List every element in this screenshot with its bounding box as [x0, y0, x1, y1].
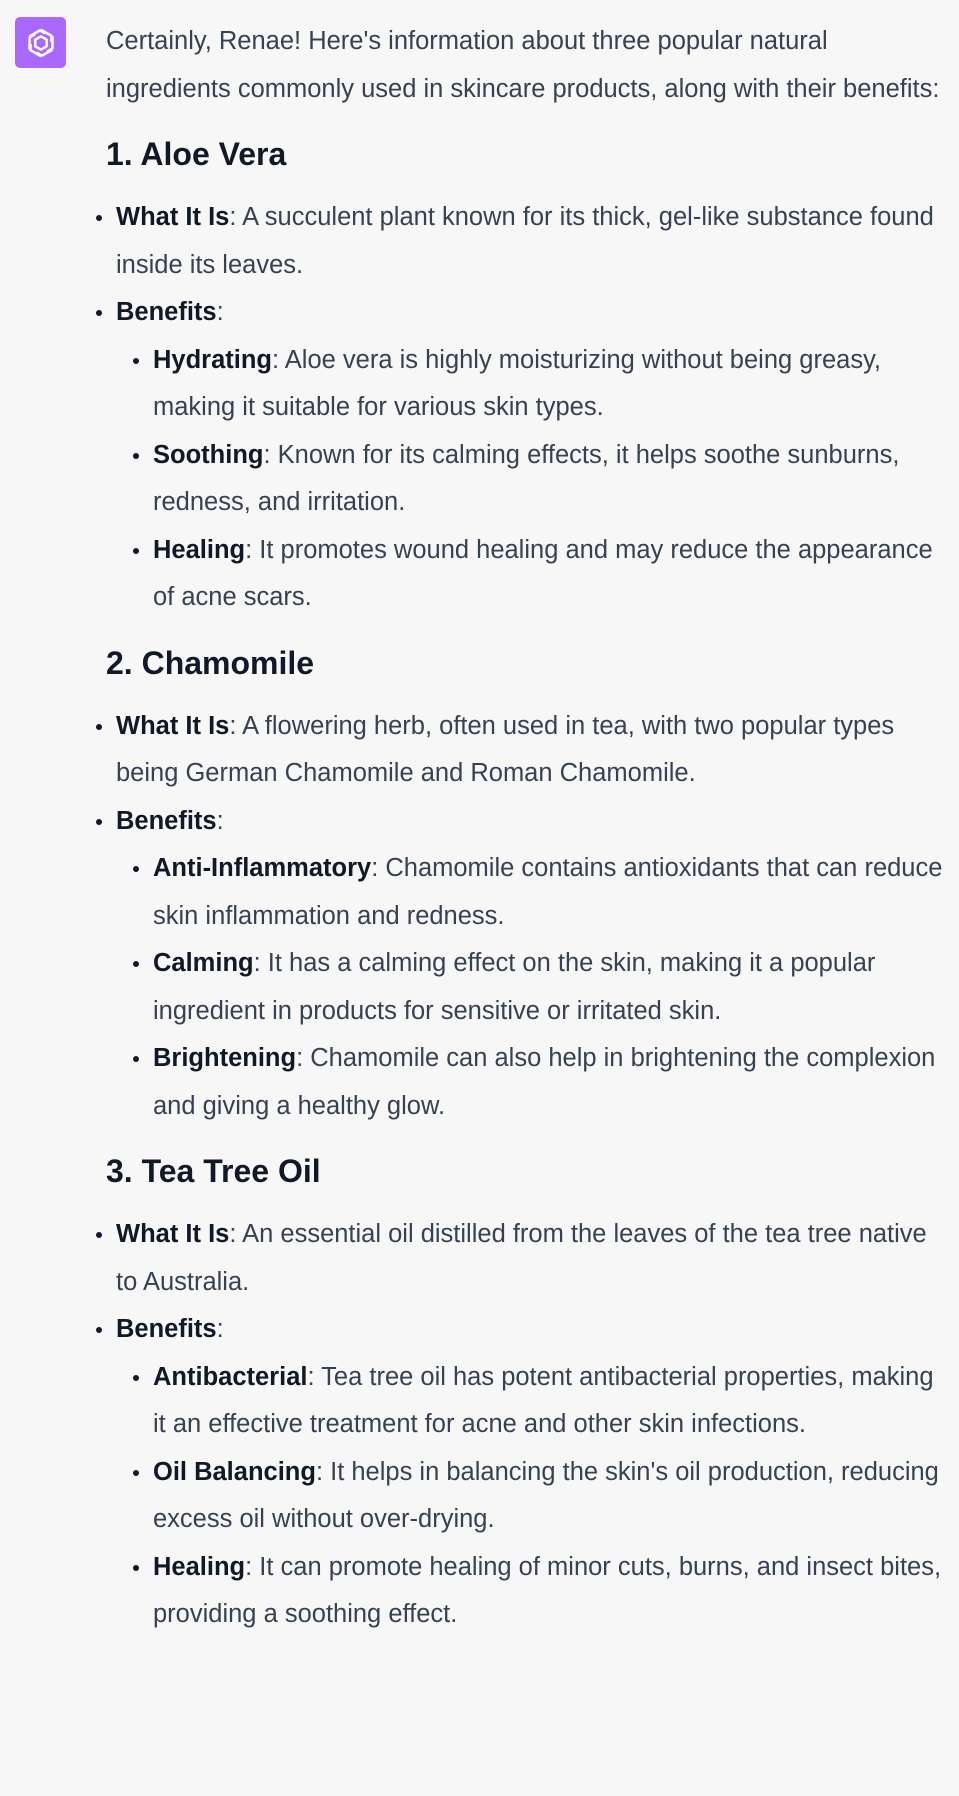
section-list [106, 703, 946, 1131]
benefit-term: Calming [153, 949, 254, 977]
term-text: : A succulent plant known for its thick, gel-like substance found inside its leaves. [116, 203, 934, 279]
list-item-what-it-is [116, 194, 946, 289]
term-label: What It Is [116, 203, 230, 231]
list-item-benefits: Benefits: Antibacterial: Tea tree oil has potent antibacterial properties, making it an effective treatment for acne and other skin infections. Oil Balancing: It helps in balancing the skin's oil production, reducing excess oil without over-drying. Healing: It can promote healing of minor cuts, burns, and insect bites, providing a soothing effect. [116, 1306, 946, 1639]
term-text: : A flowering herb, often used in tea, with two popular types being German Chamomile and Roman Chamomile. [116, 711, 895, 787]
list-item-what-it-is [116, 703, 946, 798]
section-list [106, 194, 946, 622]
benefits-list [153, 845, 946, 1130]
term-label: What It Is [116, 1220, 230, 1248]
benefit-text: : Chamomile can also help in brightening the complexion and giving a healthy glow. [153, 1044, 936, 1120]
benefit-text: : Aloe vera is highly moisturizing without being greasy, making it suitable for various skin types. [153, 345, 882, 421]
benefit-term: Brightening [153, 1044, 297, 1072]
openai-logo-icon [22, 24, 60, 62]
section-tea-tree-oil [106, 1151, 946, 1639]
benefit-item [153, 527, 946, 622]
section-list [106, 1211, 946, 1639]
term-label: What It Is [116, 711, 230, 740]
benefit-text: : Tea tree oil has potent antibacterial properties, making it an effective treatment for acne and other skin infections. [153, 1362, 934, 1438]
section-title: 1. Aloe Vera [106, 136, 287, 172]
section-title: 3. Tea Tree Oil [106, 1153, 321, 1189]
benefit-item [153, 940, 946, 1035]
benefit-term: Anti-Inflammatory [153, 854, 372, 882]
benefit-item [153, 337, 946, 432]
benefit-text: : Chamomile contains antioxidants that can reduce skin inflammation and redness. [153, 854, 943, 930]
benefit-text: : It has a calming effect on the skin, making it a popular ingredient in products for sensitive or irritated skin. [153, 949, 876, 1025]
benefit-item [153, 845, 946, 940]
assistant-avatar [15, 17, 66, 68]
section-chamomile [106, 643, 946, 1131]
term-label: Benefits [116, 806, 217, 835]
benefit-term: Soothing [153, 440, 264, 469]
benefit-term: Oil Balancing [153, 1457, 316, 1486]
benefit-item [153, 1449, 946, 1544]
benefit-term: Hydrating [153, 345, 273, 374]
message-intro: Certainly, Renae! Here's information about three popular natural ingredients commonly used in skincare products, along with their benefits: [106, 27, 940, 103]
term-text: : An essential oil distilled from the leaves of the tea tree native to Australia. [116, 1220, 927, 1296]
benefit-text: : It helps in balancing the skin's oil production, reducing excess oil without over-drying. [153, 1457, 939, 1533]
benefits-list [153, 337, 946, 622]
benefit-term: Healing [153, 535, 246, 564]
section-title: 2. Chamomile [106, 644, 315, 681]
list-item-benefits: Benefits: Anti-Inflammatory: Chamomile contains antioxidants that can reduce skin inflammation and redness. Calming: It has a calming effect on the skin, making it a popular ingredient in products for sensitive or irritated skin. Brightening: Chamomile can also help in brightening the complexion and giving a healthy glow. [116, 798, 946, 1131]
benefit-text: : Known for its calming effects, it helps soothe sunburns, redness, and irritation. [153, 440, 900, 516]
term-label: Benefits [116, 1315, 217, 1343]
benefit-text: : It can promote healing of minor cuts, burns, and insect bites, providing a soothing effect. [153, 1552, 942, 1628]
benefit-item [153, 1035, 946, 1130]
list-item-benefits: Benefits: Hydrating: Aloe vera is highly moisturizing without being greasy, making it suitable for various skin types. Soothing: Known for its calming effects, it helps soothe sunburns, redness, and irritation. Healing: It promotes wound healing and may reduce the appearance of acne scars. [116, 289, 946, 622]
assistant-message [106, 18, 946, 1639]
section-aloe-vera [106, 134, 946, 622]
benefit-item [153, 1544, 946, 1639]
benefits-list [153, 1354, 946, 1639]
benefit-text: : It promotes wound healing and may reduce the appearance of acne scars. [153, 535, 933, 611]
benefit-item [153, 1354, 946, 1449]
term-label: Benefits [116, 298, 217, 326]
benefit-item [153, 432, 946, 527]
benefit-term: Healing [153, 1552, 246, 1581]
benefit-term: Antibacterial [153, 1362, 308, 1391]
list-item-what-it-is [116, 1211, 946, 1306]
